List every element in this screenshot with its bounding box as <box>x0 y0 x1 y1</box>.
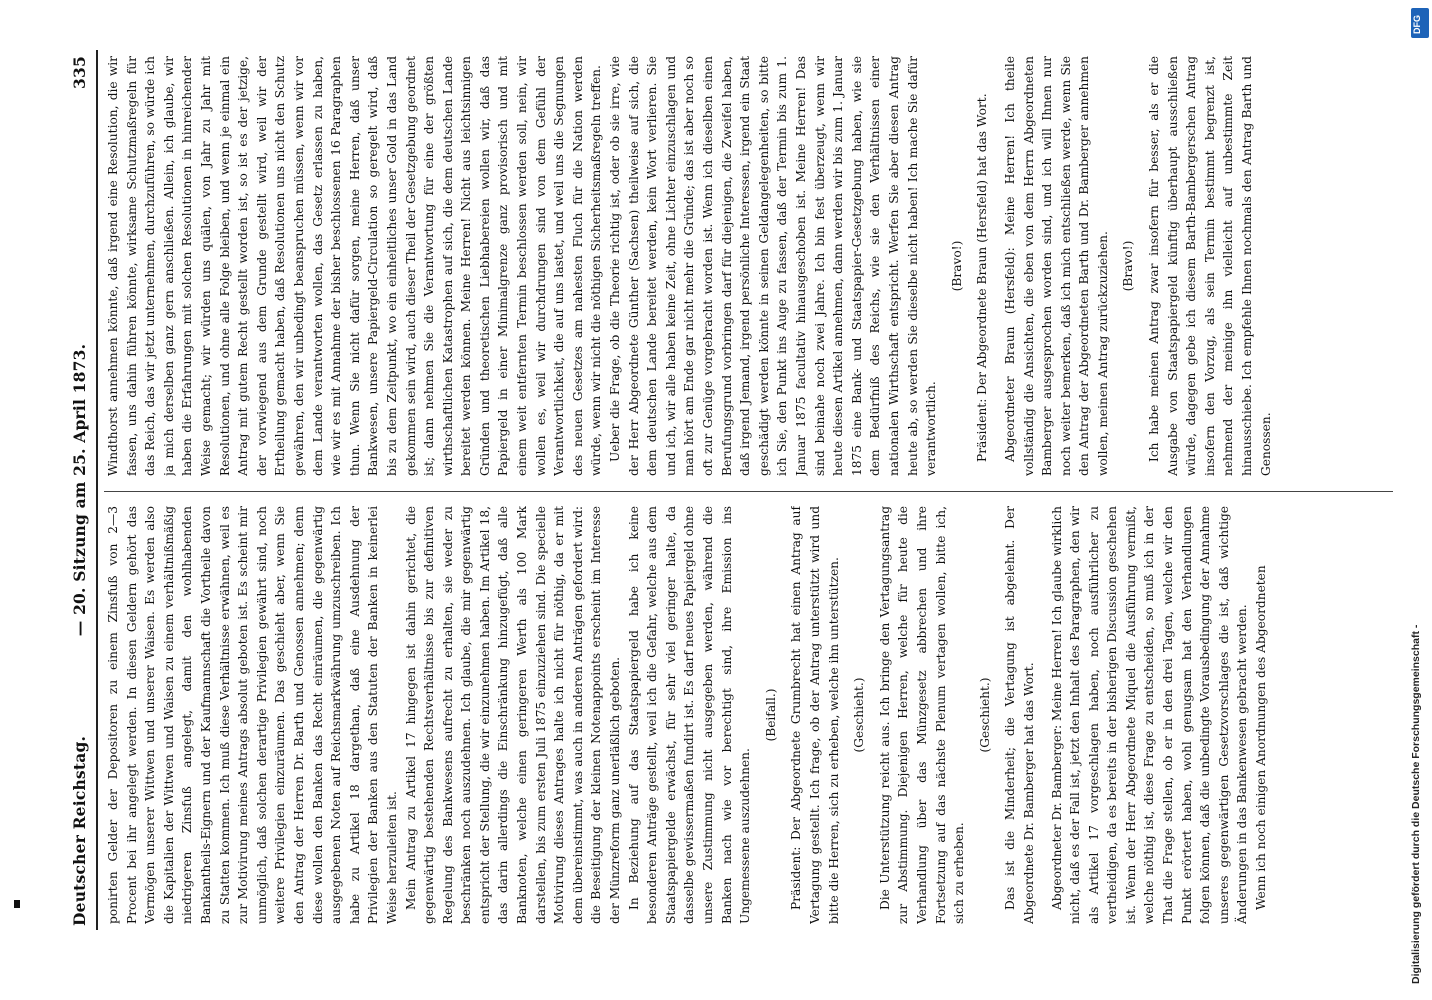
paragraph: Ich habe meinen Antrag zwar insofern für besser, als er die Ausgabe von Staatspapiergeld künftig überhaupt ausschließen würde, dagegen gebe ich diesem Barth-Bambergerschen Antrag insofern den Vorzug, als sein Termin bestimmt begrenzt ist, nehmend der meinige ihn vielleicht auf unbestimmte Zeit hinausschiebe. Ich empfehle Ihnen nochmals den Antrag Barth und Genossen. <box>1147 56 1273 476</box>
paragraph: Mein Antrag zu Artikel 17 hingegen ist dahin gerichtet, die gegenwärtig bestehenden Rechtsverhältnisse bis zur definitiven Regelung des Bankwesens aufrecht zu erhalten, sie weder zu beschränken noch auszudehnen. Ich glaube, die mir gegenwärtig entspricht der Stellung, die wir einzunehmen haben. Im Artikel 18, das darin allerdings die Einschränkung hinzugefügt, daß alle Banknoten, welche einen geringeren Werth als 100 Mark darstellen, bis zum ersten Juli 1875 einzuziehen sind. Die specielle Motivirung dieses Antrages halte ich nicht für nöthig, da er mit dem übereinstimmt, was auch in anderen Anträgen gefordert wird: die Beseitigung der kleinen Notenappoints erscheint im Interesse der Münzreform ganz unerläßlich geboten. <box>403 506 623 924</box>
rotated-page <box>60 50 1405 930</box>
header-publication: Deutscher Reichstag. <box>70 735 89 926</box>
paragraph: Wenn ich noch einigen Anordnungen des Abgeordneten <box>1254 565 1269 910</box>
stage-note: (Bravo!) <box>1121 240 1136 292</box>
page-number: 335 <box>70 56 89 89</box>
dfg-logo-text: DFG <box>1412 15 1422 34</box>
page-header <box>64 50 98 930</box>
paragraph: Das ist die Minderheit; die Vertagung ist abgelehnt. Der Abgeordnete Dr. Bamberger hat das Wort. <box>1003 506 1036 924</box>
stage-note: (Geschieht.) <box>852 677 867 753</box>
stage-note: (Geschieht.) <box>977 677 992 753</box>
paragraph: Abgeordneter Dr. Bamberger: Meine Herren! Ich glaube wirklich nicht, daß es der Fall ist, jetzt den Inhalt des Paragraphen, den wir als Artikel 17 vorgeschlagen haben, noch ausführlicher zu vertheidigen, da es bereits in der bisherigen Discussion geschehen ist. Wenn der Herr Abgeordnete Miquel die Ausführung vermißt, welche nöthig ist, diese Frage zu entscheiden, so muß ich in der That die Frage stellen, ob er in den drei Tagen, welche wir den Punkt erörtert haben, wohl genugsam hat den Verhandlungen folgen können, daß die unbedingte Vorausbedingung der Annahme unseres gegenwärtigen Gesetzvorschlages die ist, daß wichtige Änderungen in das Bankenwesen gebracht werden. <box>1049 506 1250 924</box>
paragraph: ponirten Gelder der Depositoren zu einem Zinsfuß von 2—3 Procent bei ihr angelegt werden. In diesen Geldern gehört das Vermögen unserer Wittwen und unserer Waisen. Es werden also die Kapitalien der Wittwen und Waisen zu einem verhältnißmäßig niedrigeren Zinsfuß angelegt, damit den wohlhabenden Bankantheils-Eignern und der Kaufmannschaft die Vortheile davon zu Statten kommen. Ich muß diese Verhältnisse erwähnen, weil es zur Motivirung meines Antrags absolut geboten ist. Es scheint mir unmöglich, daß solchen derartige Privilegien gewährt sind, noch weitere Privilegien einzuräumen. Das geschieht aber, wenn Sie den Antrag der Herren Dr. Barth und Genossen annehmen; denn diese wollen den Banken das Recht einräumen, die gegenwärtig ausgegebenen Noten auf Reichsmarkwährung umzuschreiben. Ich habe zu Artikel 18 dargethan, daß eine Ausdehnung der Privilegien der Banken aus den Statuten der Banken in keinerlei Weise herzuleiten ist. <box>106 506 399 924</box>
header-session: — 20. Sitzung am 25. April 1873. <box>70 343 89 637</box>
paragraph: Präsident: Der Abgeordnete Braun (Hersfeld) hat das Wort. <box>975 93 990 462</box>
paragraph: In Beziehung auf das Staatspapiergeld habe ich keine besonderen Anträge gestellt, weil ich die Gefahr, welche aus dem Staatspapiergelde erwächst, für sehr viel geringer halte, da dasselbe gewissermaßen fundirt ist. Es darf neues Papiergeld ohne unsere Zustimmung nicht ausgegeben werden, während die Banken nach wie vor berechtigt sind, ihre Emission ins Ungemessene auszudehnen. <box>626 506 753 924</box>
paragraph: Präsident: Der Abgeordnete Grumbrecht hat einen Antrag auf Vertagung gestellt. Ich frage, ob der Antrag unterstützt wird und bitte die Herren, sich zu erheben, welche ihn unterstützen. <box>789 506 841 924</box>
header-rule <box>96 50 98 930</box>
digitization-credit-strip <box>1408 0 1432 1000</box>
digitization-credit: Digitalisierung gefördert durch die Deutsche Forschungsgemeinschaft - <box>1410 624 1422 984</box>
paragraph: Die Unterstützung reicht aus. Ich bringe den Vertagungsantrag zur Abstimmung. Diejenigen Herren, welche für heute die Verhandlung über das Münzgesetz abbrechen und ihre Fortsetzung auf das nächste Plenum vertagen wollen, bitte ich, sich zu erheben. <box>877 506 967 924</box>
column-divider <box>104 491 1393 492</box>
scan-edge-mark <box>14 900 20 908</box>
paragraph: Abgeordneter Braun (Hersfeld): Meine Herren! Ich theile vollständig die Ansichten, die eben von dem Herrn Abgeordneten Bamberger ausgesprochen worden sind, und ich will Ihnen nur noch weiter bemerken, daß ich mich entschließen werde, wenn Sie den Antrag der Abgeordneten Barth und Dr. Bamberger annehmen wollen, meinen Antrag zurückzuziehen. <box>1002 56 1110 476</box>
text-column-left <box>104 506 1405 924</box>
stage-note: (Bravo!) <box>949 240 964 292</box>
paragraph: Ueber die Frage, ob die Theorie richtig ist, oder ob sie irre, wie der Herr Abgeordnete Günther (Sachsen) theilweise auf sich, die dem deutschen Lande bereitet werden, kein Wort verlieren. Sie und ich, wir alle haben keine Zeit, ohne Lichter einzuschlagen und man hört am Ende gar nicht mehr die Gründe; das ist aber noch so oft zur Genüge vorgebracht worden ist. Wenn ich dieselben einen Berufungsgrund vorbringen darf für diejenigen, die Zweifel haben, daß irgend Jemand, irgend persönliche Interessen, irgend ein Staat geschädigt werden könnte in seinen Geldangelegenheiten, so bitte ich Sie, den Punkt ins Auge zu fassen, daß der Termin bis zum 1. Januar 1875 facultativ hinausgeschoben ist. Meine Herren! Das sind beinahe noch zwei Jahre. Ich bin fest überzeugt, wenn wir heute diesen Artikel annehmen, dann werden wir bis zum 1. Januar 1875 eine Bank- und Staatspapier-Gesetzgebung haben, wie sie dem Bedürfniß des Reichs, wie sie den Verhältnissen einer nationalen Wirthschaft entspricht. Werfen Sie aber diesen Antrag heute ab, so werden Sie dieselbe nicht haben! Ich mache Sie dafür verantwortlich. <box>608 56 939 476</box>
paragraph: Windthorst annehmen könnte, daß irgend eine Resolution, die wir fassen, uns dahin führen könnte, wirksame Schutzmaßregeln für das Reich, das wir jetzt unternehmen, durchzuführen, so würde ich ja mich derselben ganz gern anschließen. Allein, ich glaube, wir haben die Erfahrungen mit solchen Resolutionen in hinreichender Weise gemacht; wir würden uns quälen, von Jahr zu Jahr mit Resolutionen, und ohne alle Folge bleiben, und wenn je einmal ein Antrag mit gutem Recht gestellt worden ist, so ist es der jetzige, der vorwiegend aus dem Grunde gestellt wird, weil wir der Ertheilung gemacht haben, daß Resolutionen uns nicht den Schutz gewähren, den wir unbedingt beanspruchen müssen, wenn wir vor dem Lande verantworten wollen, das Gesetz erlassen zu haben, wie wir es mit Annahme der bisher beschlossenen 16 Paragraphen thun. Wenn Sie nicht dafür sorgen, meine Herren, daß unser Bankwesen, unsere Papiergeld-Circulation so geregelt wird, daß bis zu dem Zeitpunkt, wo ein einheitliches unser Gold in das Land gekommen sein wird, auch dieser Theil der Gesetzgebung geordnet ist; dann nehmen Sie die Verantwortung für eine der größten wirthschaftlichen Katastrophen auf sich, die dem deutschen Lande bereitet werden können. Meine Herren! Nicht aus leichtsinnigen Gründen und theoretischen Liebhabereien wollen wir, daß das Papiergeld in einer Minimalgrenze ganz provisorisch und mit einem weit entfernten Termin beschlossen werden soll, nein, wir wollen es, weil wir durchdrungen sind von dem Gefühl der Verantwortlichkeit, die auf uns lastet, und weil uns die Segnungen des neuen Gesetzes am nahesten Fluch für die Nation werden würde, wenn wir nicht die nöthigen Sicherheitsmaßregeln treffen. <box>106 56 604 476</box>
stage-note: (Beifall.) <box>763 688 778 742</box>
text-column-right <box>104 56 1405 476</box>
